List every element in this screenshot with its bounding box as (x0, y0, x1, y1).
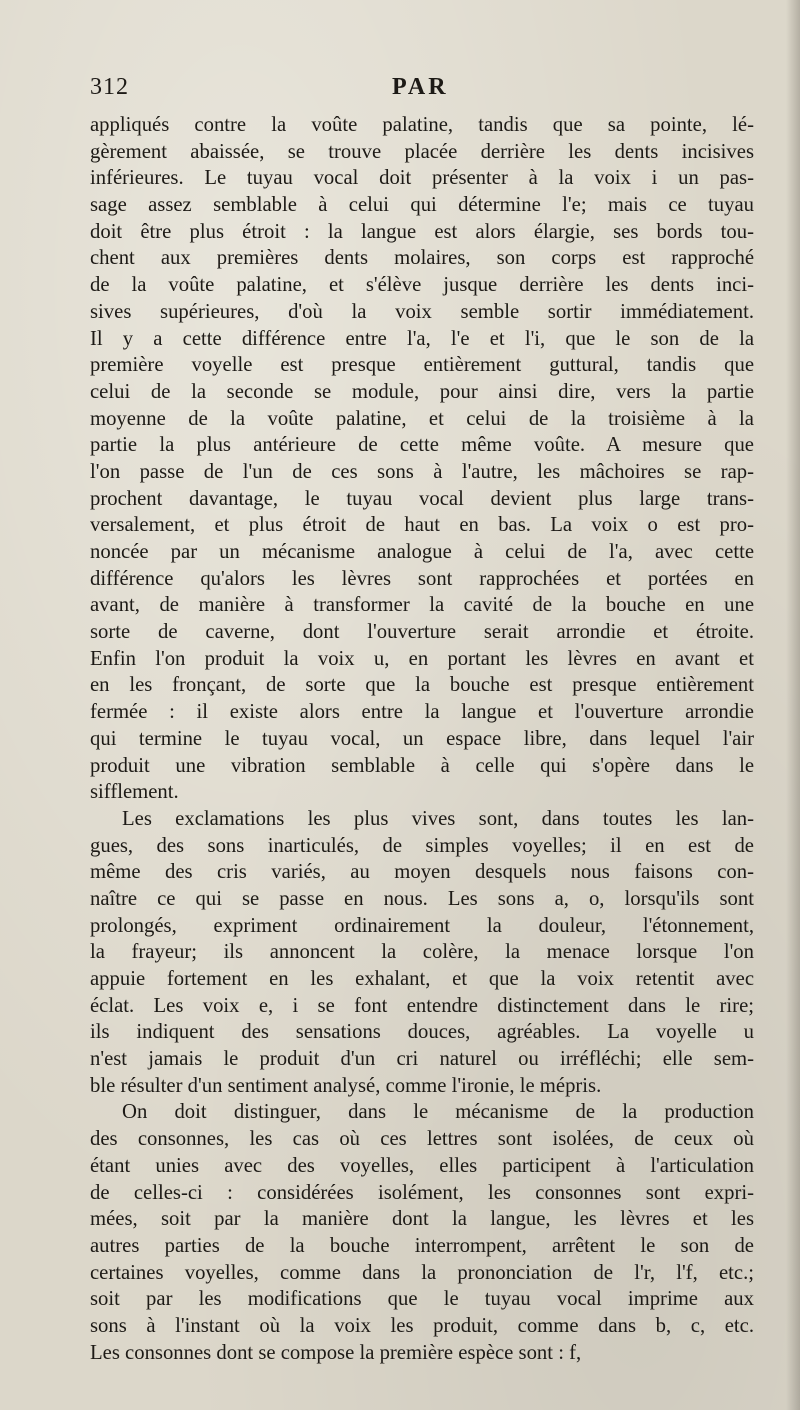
text-line: certaines voyelles, comme dans la prononciation de l'r, l'f, etc.; (90, 1261, 754, 1284)
text-line: sives supérieures, d'où la voix semble sortir immédiatement. (90, 300, 754, 323)
text-line: ils indiquent des sensations douces, agréables. La voyelle u (90, 1021, 754, 1044)
text-line: moyenne de la voûte palatine, et celui de la troisième à la (90, 407, 754, 430)
text-line: l'on passe de l'un de ces sons à l'autre, les mâchoires se rap- (90, 460, 754, 483)
text-line: la frayeur; ils annoncent la colère, la menace lorsque l'on (90, 941, 754, 964)
text-line: gèrement abaissée, se trouve placée derrière les dents incisives (90, 140, 754, 163)
text-line: appliqués contre la voûte palatine, tandis que sa pointe, lé- (90, 114, 754, 136)
text-line: sage assez semblable à celui qui détermine l'e; mais ce tuyau (90, 194, 754, 217)
text-line: partie la plus antérieure de cette même voûte. A mesure que (90, 434, 754, 457)
text-line: naître ce qui se passe en nous. Les sons a, o, lorsqu'ils sont (90, 887, 754, 910)
text-line: doit être plus étroit : la langue est alors élargie, ses bords tou- (90, 220, 754, 243)
text-line: noncée par un mécanisme analogue à celui de l'a, avec cette (90, 541, 754, 563)
running-head: PAR (392, 74, 449, 100)
text-line: Enfin l'on produit la voix u, en portant les lèvres en avant et (90, 647, 754, 670)
text-line: autres parties de la bouche interrompent, arrêtent le son de (90, 1234, 754, 1257)
text-line: appuie fortement en les exhalant, et que la voix retentit avec (90, 968, 754, 990)
text-line: ble résulter d'un sentiment analysé, comme l'ironie, le mépris. (90, 1074, 602, 1097)
body-text (90, 112, 754, 1366)
text-line: différence qu'alors les lèvres sont rapprochées et portées en (90, 567, 754, 590)
page-edge-shadow (786, 0, 800, 1410)
text-line: sifflement. (90, 781, 179, 804)
text-line: produit une vibration semblable à celle qui s'opère dans le (90, 754, 754, 777)
text-line: gues, des sons inarticulés, de simples voyelles; il en est de (90, 834, 754, 857)
text-line: de celles-ci : considérées isolément, les consonnes sont expri- (90, 1181, 754, 1204)
text-line: prolongés, expriment ordinairement la douleur, l'étonnement, (90, 914, 754, 937)
text-line: même des cris variés, au moyen desquels nous faisons con- (90, 861, 754, 884)
text-line: celui de la seconde se module, pour ainsi dire, vers la partie (90, 380, 754, 403)
text-line: éclat. Les voix e, i se font entendre distinctement dans le rire; (90, 994, 754, 1017)
page-number: 312 (90, 74, 129, 100)
text-line: première voyelle est presque entièrement guttural, tandis que (90, 354, 754, 377)
text-line: mées, soit par la manière dont la langue, les lèvres et les (90, 1208, 754, 1231)
text-line: en les fronçant, de sorte que la bouche est presque entièrement (90, 674, 754, 697)
text-line: inférieures. Le tuyau vocal doit présenter à la voix i un pas- (90, 167, 754, 190)
text-line: prochent davantage, le tuyau vocal devient plus large trans- (90, 487, 754, 510)
text-line: soit par les modifications que le tuyau vocal imprime aux (90, 1288, 754, 1311)
text-line: avant, de manière à transformer la cavité de la bouche en une (90, 594, 754, 617)
text-line: On doit distinguer, dans le mécanisme de la production (122, 1101, 754, 1124)
text-line: Il y a cette différence entre l'a, l'e et l'i, que le son de la (90, 327, 754, 350)
text-line: fermée : il existe alors entre la langue et l'ouverture arrondie (90, 701, 754, 724)
text-line: qui termine le tuyau vocal, un espace libre, dans lequel l'air (90, 727, 754, 750)
text-line: Les consonnes dont se compose la première espèce sont : f, (90, 1341, 582, 1364)
text-line: n'est jamais le produit d'un cri naturel ou irréfléchi; elle sem- (90, 1048, 754, 1071)
text-line: des consonnes, les cas où ces lettres sont isolées, de ceux où (90, 1128, 754, 1151)
text-line: de la voûte palatine, et s'élève jusque derrière les dents inci- (90, 274, 754, 297)
text-line: sons à l'instant où la voix les produit, comme dans b, c, etc. (90, 1314, 754, 1337)
text-line: Les exclamations les plus vives sont, dans toutes les lan- (122, 807, 754, 830)
text-line: sorte de caverne, dont l'ouverture serait arrondie et étroite. (90, 621, 754, 644)
text-line: chent aux premières dents molaires, son corps est rapproché (90, 247, 754, 270)
page-header (90, 74, 754, 108)
text-line: versalement, et plus étroit de haut en bas. La voix o est pro- (90, 514, 754, 537)
text-line: étant unies avec des voyelles, elles participent à l'articulation (90, 1154, 754, 1177)
